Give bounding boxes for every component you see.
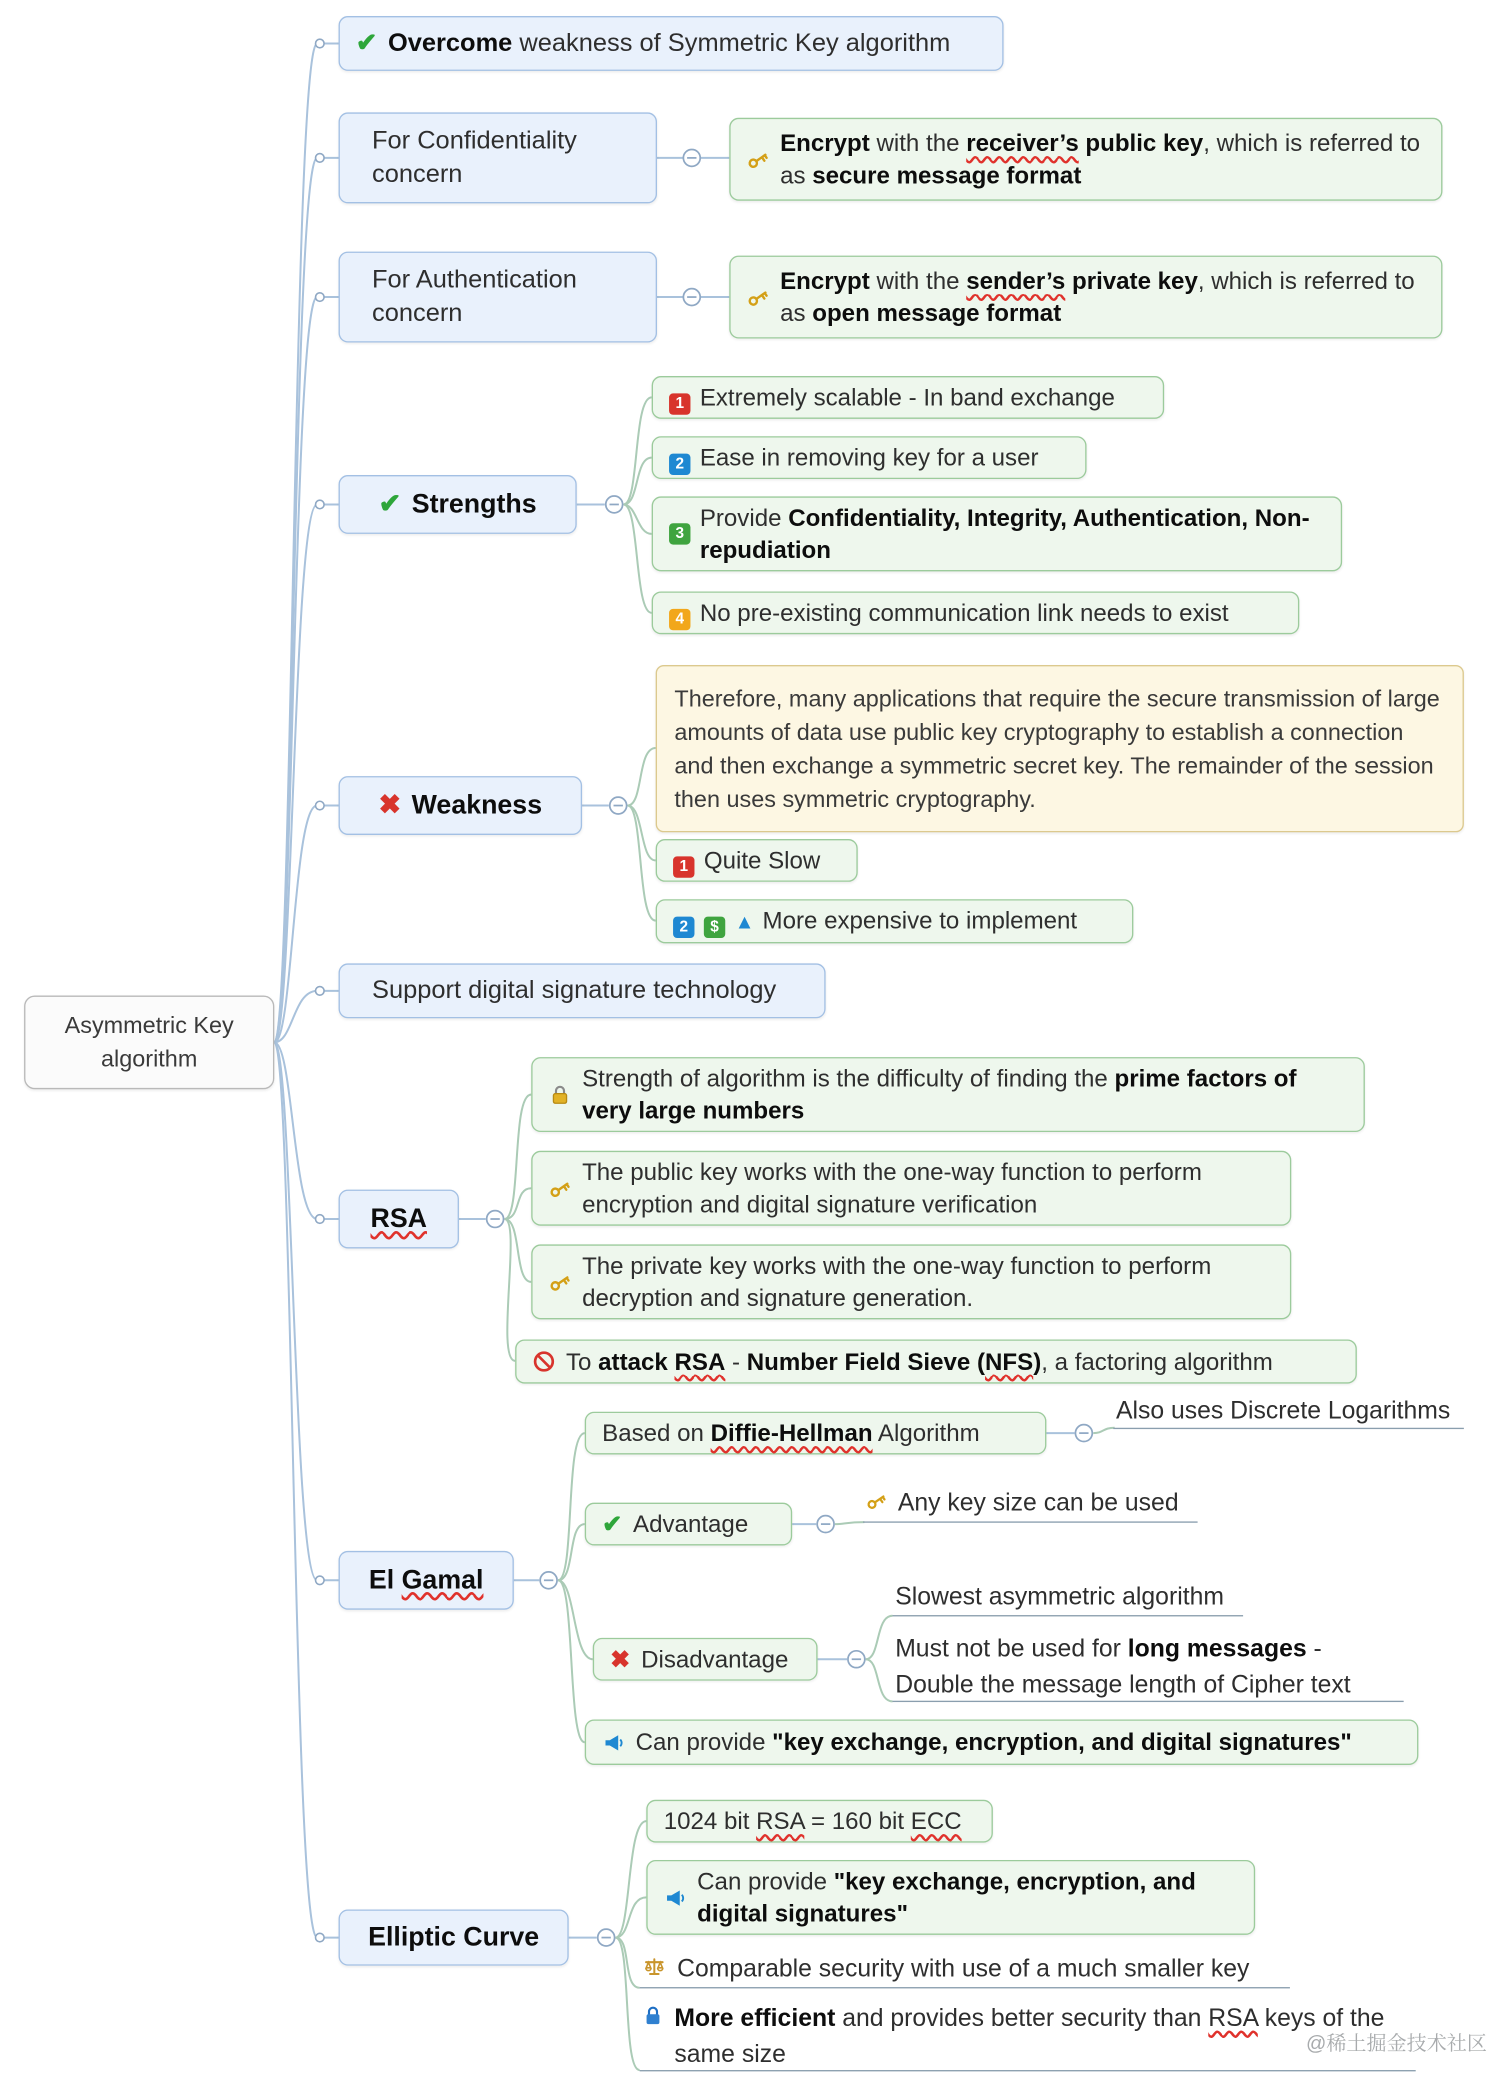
- node-label: Support digital signature technology: [371, 976, 777, 1005]
- node-ecc-provides[interactable]: [646, 1860, 1255, 1935]
- node-label: Ease in removing key for a user: [699, 444, 1039, 472]
- node-label: Must not be used for long messages - Double the message length of Cipher text: [895, 1633, 1351, 1699]
- watermark: @稀土掘金技术社区: [1305, 2032, 1487, 2056]
- branch-junction-dots: [316, 39, 325, 1942]
- node-label: Encrypt with the receiver’s public key, which is referred to as secure message format: [780, 129, 1427, 189]
- node-strength-cia[interactable]: [652, 496, 1342, 571]
- node-diffie-hellman[interactable]: [585, 1412, 1047, 1455]
- key-icon: [866, 1491, 887, 1512]
- badge-4: 4: [669, 596, 700, 629]
- note-text: Therefore, many applications that require the secure transmission of large amounts of data use public key cryptography to establish a connection and then exchange a symmetric secret key. The remainder of the session then uses symmetric cryptography.: [674, 684, 1440, 812]
- node-label: To attack RSA - Number Field Sieve (NFS), a factoring algorithm: [566, 1348, 1273, 1375]
- scales-icon: [642, 1956, 666, 1979]
- no-entry-icon: [533, 1350, 556, 1373]
- node-label: El Gamal: [368, 1564, 484, 1595]
- node-disadvantage[interactable]: [593, 1638, 818, 1681]
- collapse-toggle[interactable]: [683, 149, 700, 166]
- node-rsa-attack-nfs[interactable]: [515, 1339, 1357, 1383]
- node-rsa-prime-factors[interactable]: [531, 1057, 1365, 1132]
- collapse-toggle[interactable]: [610, 797, 627, 814]
- node-label: Encrypt with the sender’s private key, which is referred to as open message format: [780, 267, 1422, 327]
- node-label: ✔ Overcome weakness of Symmetric Key algorithm: [355, 29, 951, 58]
- node-label: Can provide "key exchange, encryption, and digital signatures": [635, 1728, 1352, 1756]
- node-label: Provide Confidentiality, Integrity, Authentication, Non-repudiation: [699, 504, 1310, 564]
- node-overcome-weakness[interactable]: [339, 16, 1004, 71]
- lock-blue-icon: [642, 2004, 663, 2027]
- key-icon: [747, 286, 770, 309]
- node-rsa-private-key[interactable]: [531, 1244, 1291, 1319]
- collapse-toggle[interactable]: [848, 1651, 865, 1668]
- node-label: ✔ Advantage: [602, 1510, 749, 1538]
- badge-2: 2: [669, 441, 700, 474]
- node-encrypt-receiver-public-key[interactable]: [729, 118, 1442, 201]
- node-label: Extremely scalable - In band exchange: [699, 384, 1115, 411]
- node-label: For Confidentiality concern: [371, 127, 577, 189]
- node-label: ✖ Disadvantage: [610, 1645, 789, 1673]
- node-weakness-expensive[interactable]: [656, 899, 1134, 943]
- collapse-toggle[interactable]: [1075, 1425, 1092, 1442]
- speaker-icon: [664, 1886, 687, 1909]
- node-weakness-slow[interactable]: [656, 839, 858, 882]
- node-comparable-security[interactable]: [640, 1951, 1290, 1988]
- node-strength-scalable[interactable]: [652, 376, 1164, 419]
- node-more-efficient[interactable]: [640, 1999, 1416, 2071]
- collapse-toggle[interactable]: [817, 1516, 834, 1533]
- node-elgamal-provides[interactable]: [585, 1719, 1419, 1764]
- node-label: ✔ Strengths: [378, 489, 537, 519]
- node-label: Strength of algorithm is the difficulty of finding the prime factors of very large numbers: [582, 1065, 1304, 1125]
- collapse-toggle[interactable]: [540, 1572, 557, 1589]
- badge-3: 3: [669, 523, 700, 544]
- node-rsa[interactable]: [339, 1190, 459, 1249]
- node-any-key-size[interactable]: [863, 1485, 1198, 1522]
- node-label: Quite Slow: [703, 847, 821, 874]
- node-label: ✖ Weakness: [378, 790, 543, 820]
- badge-1: 1: [669, 381, 700, 414]
- speaker-icon: [602, 1731, 625, 1754]
- node-label: RSA: [370, 1203, 428, 1234]
- node-label: Any key size can be used: [897, 1487, 1179, 1517]
- node-advantage[interactable]: [585, 1503, 792, 1546]
- node-elliptic-curve[interactable]: [339, 1909, 569, 1965]
- key-icon: [549, 1177, 572, 1200]
- badge-1: 1: [673, 844, 704, 877]
- node-digital-signature[interactable]: [339, 963, 826, 1018]
- node-label: Elliptic Curve: [368, 1922, 540, 1952]
- node-encrypt-sender-private-key[interactable]: [729, 256, 1442, 339]
- node-label: 2 $ ▲ More expensive to implement: [673, 904, 1077, 939]
- node-label: For Authentication concern: [371, 266, 577, 328]
- key-icon: [549, 1271, 572, 1294]
- collapse-toggle[interactable]: [606, 496, 623, 513]
- node-label: The private key works with the one-way function to perform decryption and signature generation.: [582, 1252, 1218, 1312]
- node-label: Can provide "key exchange, encryption, and digital signatures": [697, 1867, 1203, 1927]
- node-el-gamal[interactable]: [339, 1551, 514, 1610]
- node-confidentiality-concern[interactable]: [339, 112, 657, 203]
- node-strengths[interactable]: [339, 475, 577, 534]
- collapse-toggle[interactable]: [683, 289, 700, 306]
- node-label: Slowest asymmetric algorithm: [895, 1581, 1224, 1610]
- node-label: Also uses Discrete Logarithms: [1115, 1395, 1451, 1424]
- collapse-toggle[interactable]: [487, 1211, 504, 1228]
- note-symmetric-session[interactable]: [656, 665, 1464, 832]
- node-strength-no-link[interactable]: [652, 591, 1300, 634]
- node-rsa-public-key[interactable]: [531, 1151, 1291, 1226]
- node-long-messages[interactable]: [893, 1630, 1404, 1702]
- root-node[interactable]: [24, 996, 274, 1090]
- node-label: Comparable security with use of a much smaller key: [677, 1953, 1250, 1982]
- node-label: The public key works with the one-way function to perform encryption and digital signature verification: [582, 1158, 1209, 1218]
- node-label: More efficient and provides better security than RSA keys of the same size: [674, 2003, 1392, 2068]
- key-icon: [747, 148, 770, 171]
- node-discrete-logarithms[interactable]: [1113, 1393, 1464, 1429]
- lock-key-icon: [549, 1083, 572, 1106]
- node-strength-key-removal[interactable]: [652, 436, 1087, 479]
- node-weakness[interactable]: [339, 776, 583, 835]
- node-label: No pre-existing communication link needs to exist: [699, 599, 1229, 627]
- root-label: Asymmetric Key algorithm: [64, 1011, 234, 1072]
- node-label: Based on Diffie-Hellman Algorithm: [602, 1419, 980, 1447]
- node-slowest-algorithm[interactable]: [893, 1579, 1244, 1616]
- node-label: 1024 bit RSA = 160 bit ECC: [663, 1807, 962, 1835]
- collapse-toggle[interactable]: [598, 1929, 615, 1946]
- node-authentication-concern[interactable]: [339, 252, 657, 343]
- node-ecc-bits[interactable]: [646, 1800, 993, 1843]
